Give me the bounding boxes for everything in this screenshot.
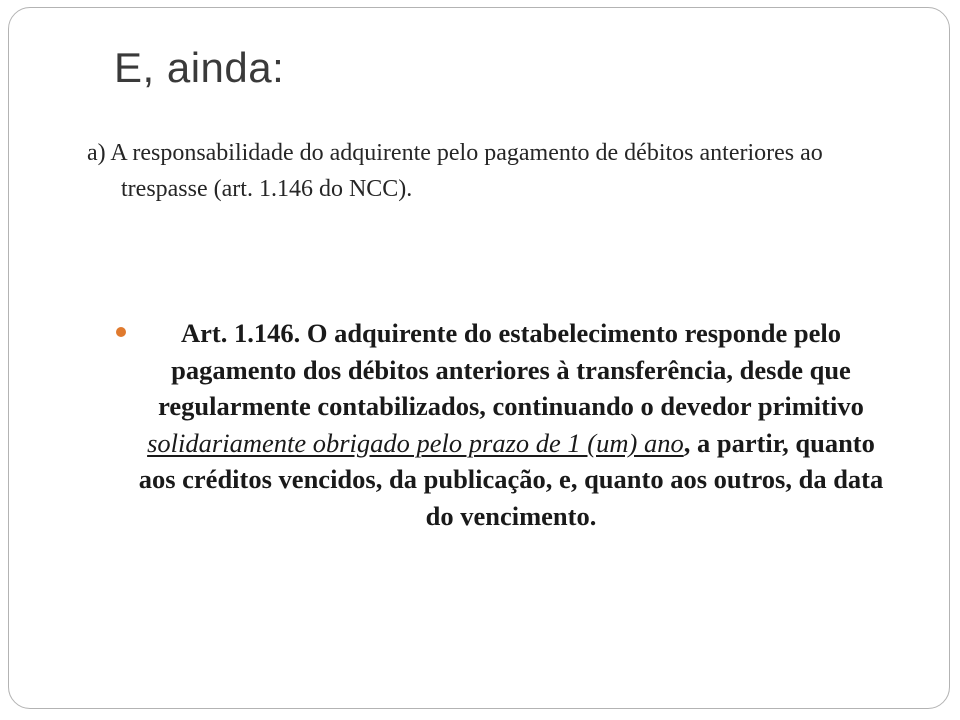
article-text bbox=[126, 315, 896, 534]
bullet-dot-icon bbox=[116, 327, 126, 337]
article-part-1: Art. 1.146. O adquirente do estabelecimento responde pelo pagamento dos débitos anteriores à transferência, desde que regularmente contabilizados, continuando o devedor primitivo bbox=[158, 318, 864, 421]
article-part-2: , a partir, quanto aos créditos vencidos, da publicação, e, quanto aos outros, da data do vencimento. bbox=[138, 427, 884, 531]
item-a-text: a) A responsabilidade do adquirente pelo pagamento de débitos anteriores ao trespasse (art. 1.146 do NCC). bbox=[87, 140, 823, 202]
article-emphasis: solidariamente obrigado pelo prazo de 1 (um) ano bbox=[147, 427, 684, 458]
slide-title: E, ainda: bbox=[114, 44, 285, 91]
article-bullet bbox=[116, 315, 896, 534]
slide-frame bbox=[8, 7, 950, 709]
